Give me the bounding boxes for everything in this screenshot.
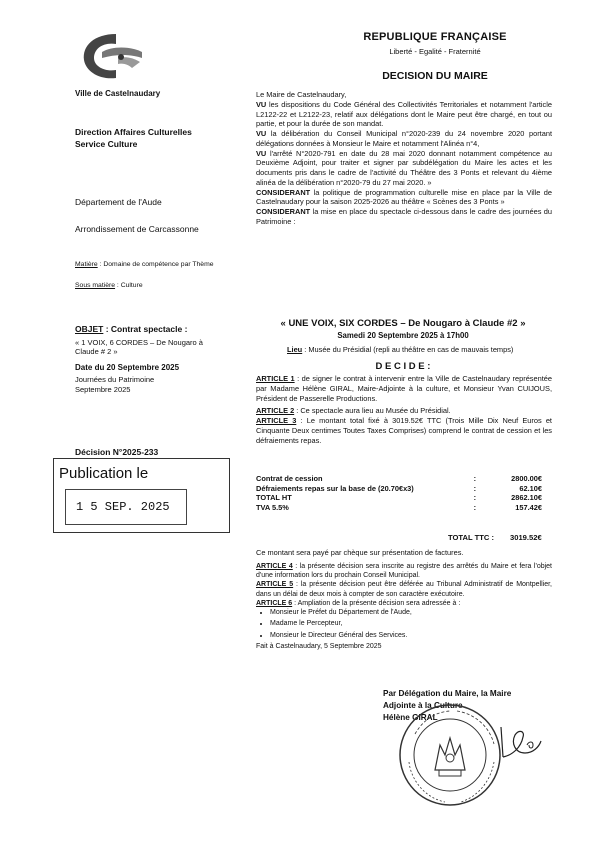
vu-paragraph-1: VU les dispositions du Code Général des Collectivités Territoriales et notamment l'article L2122-22 et L2122-23, relatif aux délégations dont le Maire peut être chargé, en tout ou partie, et pour la durée de son mandat. [256, 99, 552, 129]
objet-text: : Contrat spectacle : [103, 324, 188, 334]
official-seal [395, 700, 505, 810]
articles-block-2 [256, 562, 552, 651]
table-row [254, 484, 544, 494]
list-item: • Monsieur le Directeur Général des Services. [270, 631, 552, 640]
fin-label: Contrat de cession [256, 474, 323, 483]
stamp-date: 1 5 SEP. 2025 [76, 500, 170, 514]
arrondissement: Arrondissement de Carcassonne [75, 224, 199, 234]
fin-colon: : [473, 502, 477, 512]
sous-matiere-value: : Culture [115, 282, 143, 289]
document-title: DECISION DU MAIRE [382, 70, 488, 82]
objet-title: « 1 VOIX, 6 CORDES – De Nougaro à Claude # 2 » [75, 338, 203, 357]
lieu-label: Lieu [287, 345, 303, 354]
fin-label: Défraiements repas sur la base de (20.70€x3) [256, 483, 414, 493]
signature-line-2: Adjointe à la Culture [383, 701, 463, 710]
vu-paragraph-2: VU la délibération du Conseil Municipal n°2020-239 du 24 novembre 2020 portant délégations données à Monsieur le Maire et notamment l'Alinéa n°4, [256, 129, 552, 148]
sous-matiere-label: Sous matière [75, 282, 116, 289]
sous-matiere-line [75, 282, 143, 289]
matiere-label: Matière [75, 261, 98, 268]
journees-line2: Septembre 2025 [75, 385, 131, 394]
considerant-paragraph-1: CONSIDERANT la politique de programmation culturelle mise en place par la Ville de Castelnaudary pour la saison 2025-2026 au théâtre « Scènes des 3 Ponts » [256, 187, 552, 207]
handwritten-signature [493, 715, 548, 765]
objet-date: Date du 20 Septembre 2025 [75, 363, 180, 372]
stamp-title: Publication le [59, 465, 149, 482]
article-3: ARTICLE 3 : Le montant total fixé à 3019.52€ TTC (Trois Mille Dix Neuf Euros et Cinquante Deux centimes Toutes Taxes Comprises) comprend le contrat de cession et les défraiements repas. [256, 416, 552, 445]
show-date: Samedi 20 Septembre 2025 à 17h00 [337, 331, 469, 340]
decision-number: Décision N°2025-233 [75, 447, 159, 457]
payment-line: Ce montant sera payé par chèque sur présentation de factures. [256, 548, 464, 557]
fin-label: TOTAL HT [256, 493, 292, 503]
signature-line-1: Par Délégation du Maire, la Maire [383, 689, 512, 698]
list-item: • Monsieur le Préfet du Département de l'Aude, [270, 608, 552, 617]
direction-name: Direction Affaires Culturelles [75, 127, 192, 137]
vu-paragraph-3: VU l'arrêté N°2020-791 en date du 28 mai 2020 donnant notamment compétence au Deuxième Adjoint, pour traiter et signer par subdélégation du Maire les actes et les documents pris dans le cadre de l'activité du Théâtre des 3 Ponts et relevant du 4ième alinéa de la délibération n°2020-79 du 27 mai 2020. » [256, 148, 552, 187]
article-2: ARTICLE 2 : Ce spectacle aura lieu au Musée du Présidial. [256, 406, 451, 416]
publication-stamp [53, 458, 230, 533]
article-5: ARTICLE 5 : la présente décision peut être déférée au Tribunal Administratif de Montpellier, dans un délai de deux mois à compter de son caractère exécutoire. [256, 581, 552, 598]
fait-line: Fait à Castelnaudary, 5 Septembre 2025 [256, 642, 382, 650]
objet-label: OBJET [75, 324, 104, 334]
fin-colon: : [473, 474, 477, 483]
intro-line: Le Maire de Castelnaudary, [256, 90, 347, 99]
lieu-value: : Musée du Présidial (repli au théâtre en cas de mauvais temps) [302, 345, 514, 354]
town-name: Ville de Castelnaudary [75, 89, 161, 98]
matiere-line [75, 261, 235, 269]
table-row [254, 493, 544, 503]
recipients-list [256, 608, 552, 640]
list-item: • Madame le Percepteur, [270, 619, 552, 628]
service-name: Service Culture [75, 139, 138, 149]
financial-table [254, 474, 544, 513]
decision-body [256, 90, 552, 227]
stamp-date-box [65, 489, 187, 525]
matiere-value: : Domaine de compétence par Thème [97, 261, 214, 268]
total-ttc-label: TOTAL TTC : [448, 533, 494, 542]
departement: Département de l'Aude [75, 197, 162, 207]
fin-colon: : [473, 493, 477, 503]
republic-motto: Liberté - Egalité - Fraternité [389, 47, 481, 56]
objet-line [75, 324, 187, 334]
article-6: ARTICLE 6 : Ampliation de la présente décision sera adressée à : [256, 599, 461, 607]
fin-value: 62.10€ [519, 483, 542, 493]
fin-value: 157.42€ [515, 502, 542, 512]
fin-value: 2800.00€ [511, 474, 542, 483]
signature-line-3: Hélène GIRAL [383, 713, 438, 722]
fin-label: TVA 5.5% [256, 502, 289, 512]
table-row [254, 503, 544, 513]
total-ttc-value: 3019.52€ [510, 533, 542, 542]
fin-colon: : [473, 483, 477, 493]
republic-heading: REPUBLIQUE FRANÇAISE [363, 31, 507, 43]
article-4: ARTICLE 4 : la présente décision sera inscrite au registre des arrêtés du Maire et fera l'objet d'une information lors du prochain Conseil Municipal. [256, 563, 552, 580]
lieu-line [287, 345, 513, 354]
article-1: ARTICLE 1 : de signer le contrat à intervenir entre la Ville de Castelnaudary représentée par Madame Hélène GIRAL, Maire-Adjointe à la culture, et Monsieur Yvan CUIJOUS, Président de Passerelle Productions. [256, 374, 552, 403]
journees-line1: Journées du Patrimoine [75, 375, 155, 384]
town-logo [72, 28, 152, 88]
decide-heading: D E C I D E : [375, 361, 431, 372]
table-row [254, 474, 544, 484]
fin-value: 2862.10€ [511, 493, 542, 503]
articles-block [256, 374, 552, 445]
considerant-paragraph-2: CONSIDERANT la mise en place du spectacle ci-dessous dans le cadre des journées du Patrimoine : [256, 207, 552, 226]
show-title: « UNE VOIX, SIX CORDES – De Nougaro à Claude #2 » [280, 318, 526, 329]
